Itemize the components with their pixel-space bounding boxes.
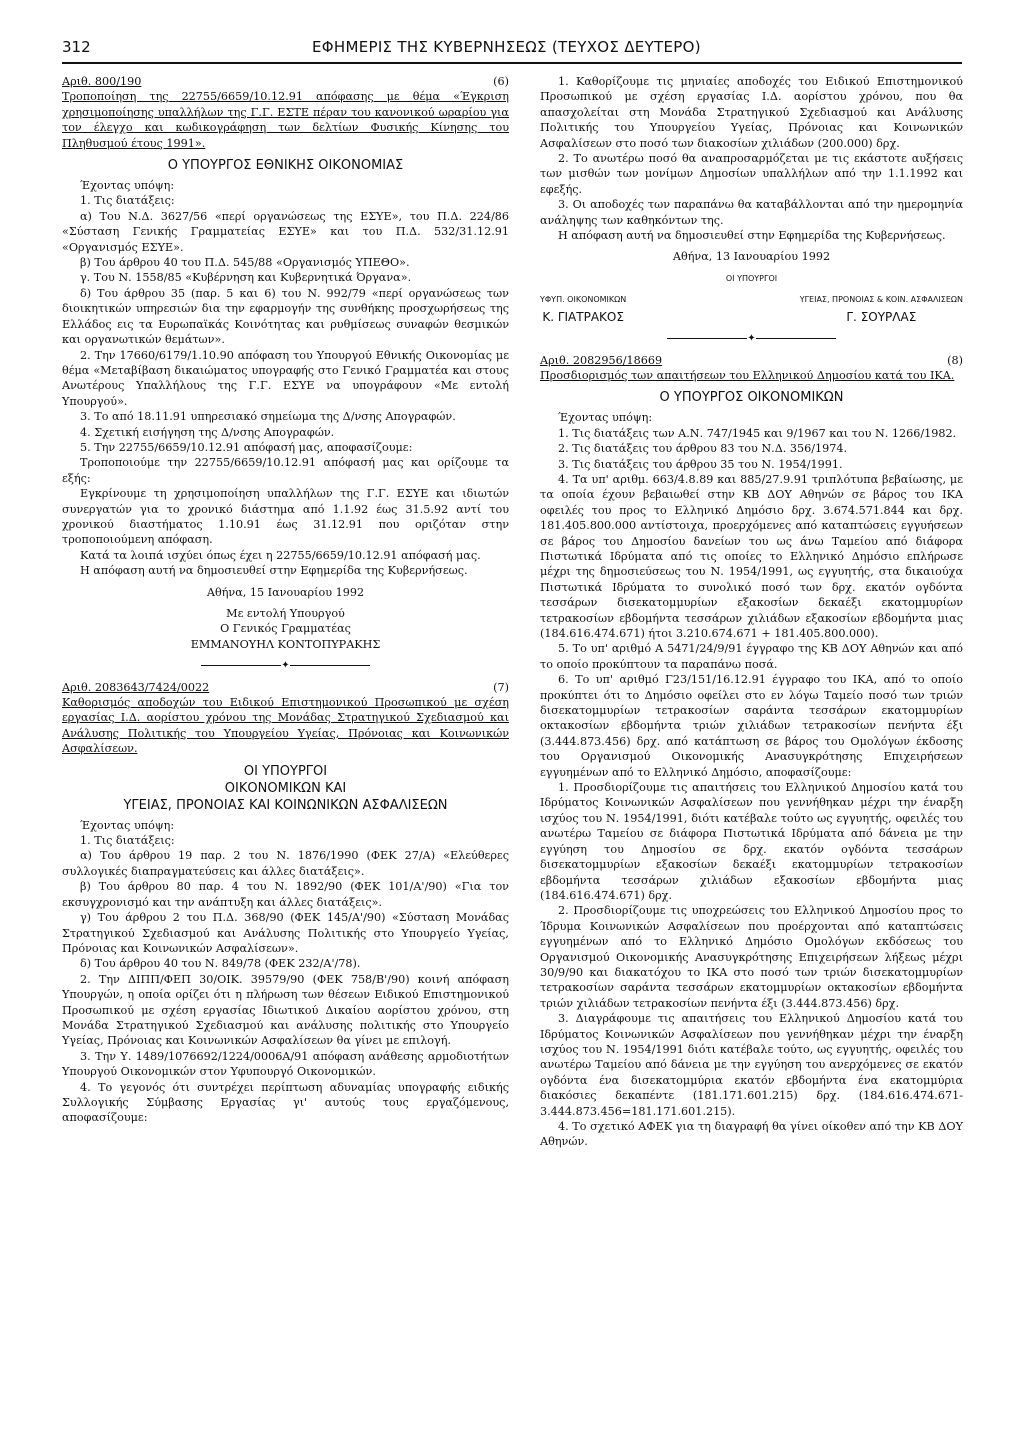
d7-cont-line: 3. Οι αποδοχές των παραπάνω θα καταβάλλονται από την ημερομηνία ανάληψης των καθηκόντων της. [540,198,963,227]
d6-line: 3. Το από 18.11.91 υπηρεσιακό σημείωμα της Δ/νσης Απογραφών. [80,410,456,424]
d8-line: 3. Διαγράφουμε τις απαιτήσεις του Ελληνικού Δημοσίου κατά του Ιδρύματος Κοινωνικών Ασφαλίσεων που γεννήθηκαν μέχρι την έναρξη ισχύος του Ν. 1954/1991 διότι κατέβαλε τούτο, ως εγγυητής, οφειλές του ανωτέρω Ταμείου από δάνεια με την εγγύηση του ανερχόμενες σε εκατόν ογδόντα ένα δισεκατομμύρια εκατόν εβδομήντα ένα εκατομμύρια διακόσιες δεκαπέντε (181.171.601.215) δρχ. (184.616.474.671-3.444.873.456=181.171.601.215). [540,1012,963,1118]
d7-line: α) Του άρθρου 19 παρ. 2 του Ν. 1876/1990 (ΦΕΚ 27/Α) «Ελεύθερες συλλογικές διαπραγματεύσεις και άλλες διατάξεις». [62,849,509,878]
d6-line: 2. Την 17660/6179/1.10.90 απόφαση του Υπουργού Εθνικής Οικονομίας με θέμα «Μεταβίβαση δικαιώματος υπογραφής στο Γενικό Γραμματέα και στους Ανωτέρους Υπαλλήλους της Γ.Γ. ΕΣΥΕ να υπογράφουν «Με εντολή Υπουργού». [62,348,509,408]
d6-line: δ) Του άρθρου 35 (παρ. 5 και 6) του Ν. 992/79 «περί οργανώσεως των διοικητικών υπηρεσιών δια την εφαρμογήν της συνθήκης προσχωρήσεως της Ελλάδος εις τα Ευρωπαϊκάς Κοινότητας και ρυθμίσεως συναφών θεσμικών και οργανωτικών θεμάτων». [62,286,509,347]
decision-7-heading-2: ΟΙΚΟΝΟΜΙΚΩΝ ΚΑΙ [224,780,347,796]
decision-6-index: (6) [493,75,509,88]
decision-7-place-date: Αθήνα, 13 Ιανουαρίου 1992 [672,250,831,264]
d6-line: 4. Σχετική εισήγηση της Δ/νσης Απογραφών. [80,425,335,439]
d6-line: α) Του Ν.Δ. 3627/56 «περί οργανώσεως της ΕΣΥΕ», του Π.Δ. 224/86 «Σύσταση Γενικής Γραμματείας ΕΣΥΕ» και του Π.Δ. 532/31.12.91 «Οργανισμός ΕΣΥΕ». [62,209,509,254]
decision-7-signatures [540,292,963,325]
decision-7-number: Αριθ. 2083643/7424/0022 [62,680,210,694]
decision-8-number: Αριθ. 2082956/18669 [540,353,663,367]
separator: ✦ [540,331,963,346]
signatory-name-left: Κ. ΓΙΑΤΡΑΚΟΣ [542,309,624,324]
signatory-title-left: ΥΦΥΠ. ΟΙΚΟΝΟΜΙΚΩΝ [540,295,627,305]
d7-line: γ) Του άρθρου 2 του Π.Δ. 368/90 (ΦΕΚ 145/Α'/90) «Σύσταση Μονάδας Στρατηγικού Σχεδιασμού και Ανάλυσης Πολιτικής στο Υπουργείο Υγείας, Πρόνοιας και Κοινωνικών Ασφαλίσεων». [62,911,509,955]
signature-block-left [540,292,626,325]
decision-7-index: (7) [493,680,509,694]
left-column [62,74,509,1126]
d6-line: β) Του άρθρου 40 του Π.Δ. 545/88 «Οργανισμός ΥΠΕΘΟ». [80,256,410,270]
decision-6-number: Αριθ. 800/190 [62,75,142,88]
d6-line: Η απόφαση αυτή να δημοσιευθεί στην Εφημερίδα της Κυβερνήσεως. [80,564,468,578]
decision-6-signature-line1: Με εντολή Υπουργού [226,607,345,620]
decision-6-place-date: Αθήνα, 15 Ιανουαρίου 1992 [206,585,365,599]
decision-8-heading: Ο ΥΠΟΥΡΓΟΣ ΟΙΚΟΝΟΜΙΚΩΝ [659,390,844,406]
decision-6-number-row [62,74,509,89]
d7-cont-line: Η απόφαση αυτή να δημοσιευθεί στην Εφημερίδα της Κυβερνήσεως. [558,229,946,243]
gazette-title: ΕΦΗΜΕΡΙΣ ΤΗΣ ΚΥΒΕΡΝΗΣΕΩΣ (ΤΕΥΧΟΣ ΔΕΥΤΕΡΟ) [312,38,701,56]
d6-line: γ. Του Ν. 1558/85 «Κυβέρνηση και Κυβερνητικά Όργανα». [80,271,412,285]
d8-line: 1. Τις διατάξεις των Α.Ν. 747/1945 και 9/1967 και του Ν. 1266/1982. [558,426,957,440]
d6-line: Εγκρίνουμε τη χρησιμοποίηση υπαλλήλων της Γ.Γ. ΕΣΥΕ και ιδιωτών συνεργατών για το χρονικό διάστημα από 1.1.92 έως 31.5.92 αντί του χρονικού διαστήματος 1.10.91 έως 31.12.91 που οριζόταν στην τροποποιούμενη απόφαση. [62,487,509,547]
separator: ✦ [62,658,509,673]
d6-line: Τροποποιούμε την 22755/6659/10.12.91 απόφασή μας και ορίζουμε τα εξής: [62,456,509,485]
d6-line: Έχοντας υπόψη: [80,179,175,193]
d7-line: 3. Την Υ. 1489/1076692/1224/0006Α/91 απόφαση ανάθεσης αρμοδιοτήτων Υπουργού Οικονομικών στον Υφυπουργό Οικονομικών. [62,1049,509,1079]
d7-cont-line: 2. Το ανωτέρω ποσό θα αναπροσαρμόζεται με τις εκάστοτε αυξήσεις των μισθών των μονίμων Δημοσίων υπαλλήλων από την 1.1.1992 και εφεξής. [540,152,963,196]
d7-line: 2. Την ΔΙΠΠ/ΦΕΠ 30/ΟΙΚ. 39579/90 (ΦΕΚ 758/Β'/90) κοινή απόφαση Υπουργών, η οποία ορίζει ότι η πλήρωση των θέσεων Ειδικού Επιστημονικού Προσωπικού με σχέση εργασίας Ιδιωτικού Δικαίου αορίστου χρόνου, στη Μονάδα Στρατηγικού Σχεδιασμού και ανάλυσης πολιτικής στο Υπουργείο Υγείας, Πρόνοιας και Κοινωνικών Ασφαλίσεων θα γίνει με επιλογή. [62,972,509,1048]
d8-line: 2. Προσδιορίζουμε τις υποχρεώσεις του Ελληνικού Δημοσίου προς το Ίδρυμα Κοινωνικών Ασφαλίσεων που προέρχονται από καταπτώσεις εγγυημένων από το Ελληνικό Δημόσιο Ομολόγων εκδόσεως του Οργανισμού Οικονομικής Ανασυγκρότησης Επιχειρήσεων λήξεως μέχρι 30/9/90 και διακατόχου το ΙΚΑ στο ποσό των τριών δισεκατομμυρίων τετρακοσίων σαράντα τεσσάρων εκατομμυρίων οκτακοσίων εβδομήντα τριών χιλιάδων τετρακοσίων πενήντα έξι (3.444.873.456) δρχ. [540,904,963,1010]
d8-line: 1. Προσδιορίζουμε τις απαιτήσεις του Ελληνικού Δημοσίου κατά του Ιδρύματος Κοινωνικών Ασφαλίσεων που γεννήθηκαν μέχρι την έναρξη ισχύος του Ν. 1954/1991, διότι κατέβαλε τούτο ως εγγυητής, οφειλές του ανωτέρω Ταμείου σε διάφορα Πιστωτικά Ιδρύματα από δάνεια με την εγγύηση του Δημοσίου σε δρχ. εκατόν ογδόντα τεσσάρων δισεκατομμυρίων εξακοσίων δεκαέξι εκατομμυρίων τετρακοσίων εβδομήντα τεσσάρων χιλιάδων εξακοσίων εβδομήντα μιας (184.616.474.671) δρχ. [540,781,963,902]
decision-6-signature-line2: Ο Γενικός Γραμματέας [220,622,351,636]
decision-7-heading-3: ΥΓΕΙΑΣ, ΠΡΟΝΟΙΑΣ ΚΑΙ ΚΟΙΝΩΝΙΚΩΝ ΑΣΦΑΛΙΣΕΩΝ [123,797,448,813]
d8-line: 4. Τα υπ' αριθμ. 663/4.8.89 και 885/27.9.91 τριπλότυπα βεβαίωσης, με τα οποία έχουν βεβαιωθεί στην ΚΒ ΔΟΥ Αθηνών σε βάρος του ΙΚΑ οφειλές του προς το Ελληνικό Δημόσιο δρχ. 3.674.571.844 και δρχ. 181.405.800.000 αντίστοιχα, προερχόμενες από καταπτώσεις εγγυήσεων σε βάρος του Δημοσίου δανείων του ως άνω Ταμείου από διάφορα Πιστωτικά Ιδρύματα από τις οποίες το Ελληνικό Δημόσιο επλήρωσε μέχρι της δημοσιεύσεως του Ν. 1954/1991, ως εγγυητής, στα δικαιούχα Πιστωτικά Ιδρύματα το συνολικό ποσό των δρχ. εκατόν ογδόντα τεσσάρων δισεκατομμυρίων εξακοσίων δεκαέξι εκατομμυρίων τετρακοσίων εβδομήντα τεσσάρων χιλιάδων εξακοσίων εβδομήντα μιας (184.616.474.671) ήτοι 3.210.674.671 + 181.405.800.000). [540,472,963,640]
page-number: 312 [62,38,91,56]
d7-line: δ) Του άρθρου 40 του Ν. 849/78 (ΦΕΚ 232/Α'/78). [80,957,361,971]
decision-8-subject: Προσδιορισμός των απαιτήσεων του Ελληνικού Δημοσίου κατά του ΙΚΑ. [540,368,955,382]
decision-8-index: (8) [947,353,963,367]
d7-line: Έχοντας υπόψη: [80,818,175,832]
d8-line: 3. Τις διατάξεις του άρθρου 35 του Ν. 1954/1991. [558,457,843,471]
d8-line: 4. Το σχετικό ΑΦΕΚ για τη διαγραφή θα γίνει οίκοθεν από την ΚΒ ΔΟΥ Αθηνών. [540,1120,963,1149]
d8-line: 6. Το υπ' αριθμό Γ23/151/16.12.91 έγγραφο του ΙΚΑ, από το οποίο προκύπτει ότι το Δημόσιο οφείλει στο εν λόγω Ταμείο ποσό των τριών δισεκατομμυρίων τετρακοσίων σαράντα τεσσάρων εκατομμυρίων οκτακοσίων εβδομήντα τριών χιλιάδων τετρακοσίων πενήντα έξι (3.444.873.456) δρχ. από κατάπτωση σε βάρος του Ομολόγων έκδοσης του Οργανισμού Οικονομικής Ανασυγκρότησης Επιχειρήσεων εγγυημένων από το Ελληνικό Δημόσιο, αποφασίζουμε: [540,673,963,779]
signatory-name-right: Γ. ΣΟΥΡΛΑΣ [846,309,917,324]
d7-line: β) Του άρθρου 80 παρ. 4 του Ν. 1892/90 (ΦΕΚ 101/Α'/90) «Για τον εκσυγχρονισμό και την ανάπτυξη και άλλες διατάξεις». [62,880,509,909]
d6-line: 1. Τις διατάξεις: [80,194,175,208]
d6-line: Κατά τα λοιπά ισχύει όπως έχει η 22755/6659/10.12.91 απόφασή μας. [80,548,481,562]
decision-7-signature-top: ΟΙ ΥΠΟΥΡΓΟΙ [725,273,778,283]
d6-line: 5. Την 22755/6659/10.12.91 απόφασή μας, αποφασίζουμε: [80,440,413,454]
decision-7-number-row [62,680,509,695]
signature-block-right [800,292,963,325]
d8-line: 5. Το υπ' αριθμό Α 5471/24/9/91 έγγραφο της ΚΒ ΔΟΥ Αθηνών και από το οποίο προκύπτουν τα παραπάνω ποσά. [540,642,963,671]
decision-8-number-row [540,353,963,368]
decision-6-heading: Ο ΥΠΟΥΡΓΟΣ ΕΘΝΙΚΗΣ ΟΙΚΟΝΟΜΙΑΣ [167,158,404,174]
decision-6-signatory: ΕΜΜΑΝΟΥΗΛ ΚΟΝΤΟΠΥΡΑΚΗΣ [190,637,381,651]
page-header [62,36,962,64]
d7-line: 4. Το γεγονός ότι συντρέχει περίπτωση αδυναμίας υπογραφής ειδικής Συλλογικής Σύμβασης Εργασίας γι' αυτούς τους εργαζόμενους, αποφασίζουμε: [62,1080,509,1125]
signatory-title-right: ΥΓΕΙΑΣ, ΠΡΟΝΟΙΑΣ & ΚΟΙΝ. ΑΣΦΑΛΙΣΕΩΝ [799,295,963,305]
d8-line: 2. Τις διατάξεις του άρθρου 83 του Ν.Δ. 356/1974. [558,442,848,456]
decision-7-heading-1: ΟΙ ΥΠΟΥΡΓΟΙ [243,763,328,779]
d8-line: Έχοντας υπόψη: [558,411,653,425]
d7-cont-line: 1. Καθορίζουμε τις μηνιαίες αποδοχές του Ειδικού Επιστημονικού Προσωπικού με σχέση εργασίας Ι.Δ. αορίστου χρόνου, που θα απασχολείται στη Μονάδα Στρατηγικού Σχεδιασμού και Ανάλυσης Πολιτικής του Υπουργείου Υγείας, Πρόνοιας και Κοινωνικών Ασφαλίσεων στο ποσό των διακοσίων χιλιάδων (200.000) δρχ. [540,75,963,150]
decision-7-subject: Καθορισμός αποδοχών του Ειδικού Επιστημονικού Προσωπικού με σχέση εργασίας Ι.Δ. αορίστου χρόνου της Μονάδας Στρατηγικού Σχεδιασμού και Ανάλυσης Πολιτικής του Υπουργείου Υγείας, Πρόνοιας και Κοινωνικών Ασφαλίσεων. [62,696,509,756]
d7-line: 1. Τις διατάξεις: [80,834,175,848]
right-column [540,74,963,1150]
decision-6-subject: Τροποποίηση της 22755/6659/10.12.91 απόφασης με θέμα «Έγκριση χρησιμοποίησης υπαλλήλων της Γ.Γ. ΕΣΤΕ πέραν του κανονικού ωραρίου για τον έλεγχο και κωδικογράφηση των δελτίων Φυσικής Κίνησης του Πληθυσμού έτους 1991». [62,90,509,150]
